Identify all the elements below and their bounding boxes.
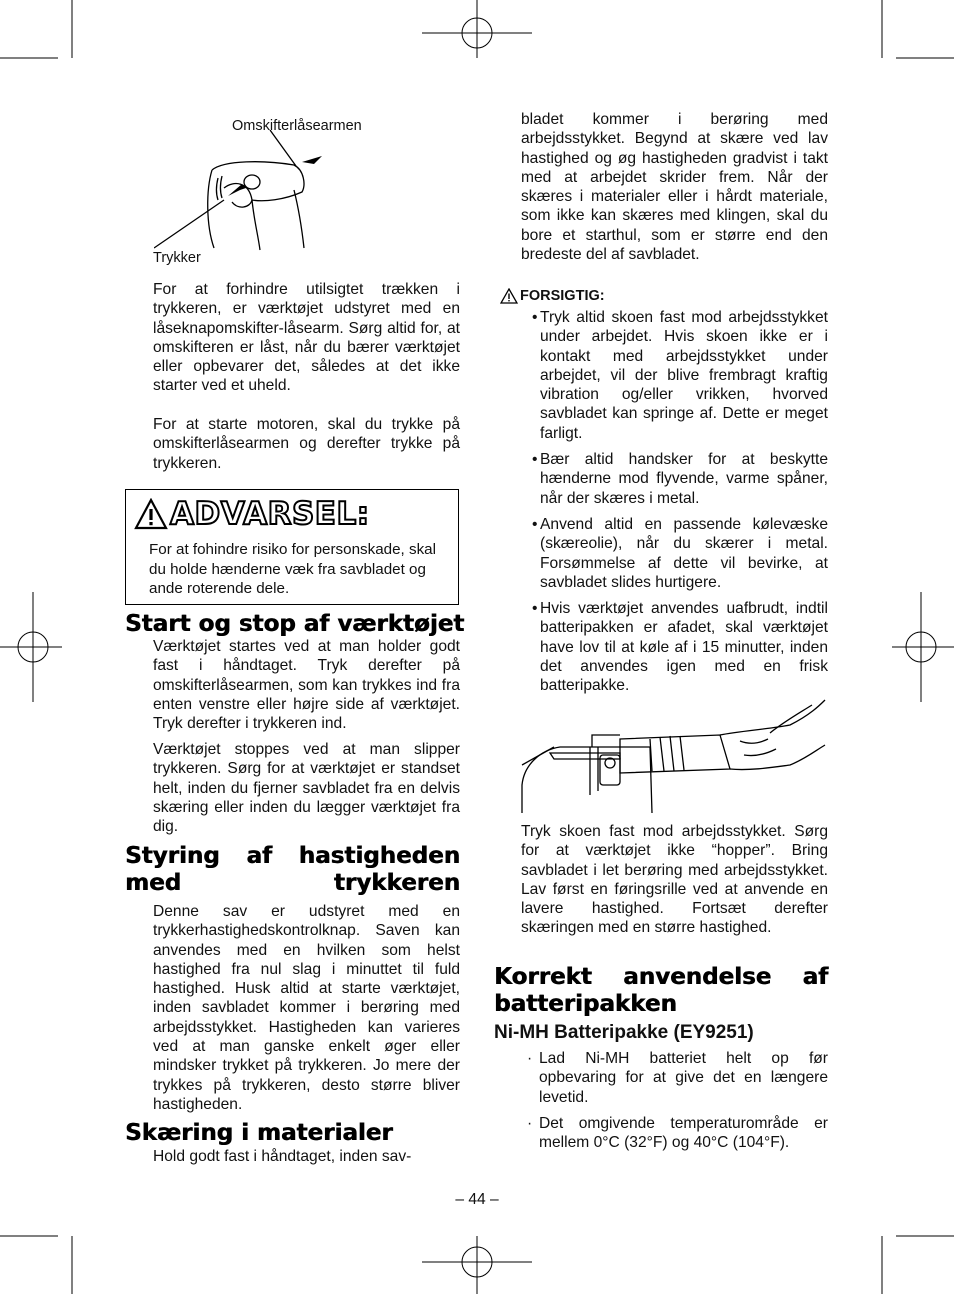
caution-item: • Bær altid handsker for at beskytte hænderne mod flyvende, varme spåner, når der skæres i metal. — [532, 451, 828, 507]
heading-speed-control: Styring af hastigheden med trykkeren — [125, 843, 460, 896]
cutting-paragraph-continued: bladet kommer i berøring med arbejdsstykket. Begynd at skære ved lav hastighed og øg hastigheden gradvist i takt med at arbejdet skrider frem. Når der skæres i materialer eller i hårdt materiale, som ikke kan skæres med klingen, skal du bore et starthul, som er større end den bredeste del af savbladet. — [521, 111, 828, 264]
speed-paragraph: Denne sav er udstyret med en trykkerhastighedskontrolknap. Saven kan anvendes med en hvilken som helst hastighed fra nul slag i minuttet til fuld hastighed. Husk altid at starte værktøjet, inden savbladet kommer i berøring med arbejdsstykket. Hastigheden kan varieres ved at man ganske enkelt øger eller mindsker trykket på trykkeren. Jo mere der trykkes på trykkeren, desto større bliver hastigheden. — [153, 903, 460, 1113]
intro-paragraph-1: For at forhindre utilsigtet trækken i trykkeren, er værktøjet udstyret med en låseknapomskifter-låsearm. Sørg altid for, at omskifteren er låst, når du bærer værktøjet eller opbevarer det, således at det ikke starter ved et uheld. — [153, 281, 460, 395]
caution-triangle-icon — [500, 288, 518, 304]
start-stop-paragraph-1: Værktøjet startes ved at man holder godt fast i håndtaget. Tryk derefter på omskifterlåsearmen, som kan trykkes ind fra enten venstre eller højre side af værktøjet. Tryk derefter i trykkeren ind. — [153, 638, 460, 733]
battery-list — [527, 1049, 828, 1152]
saw-cutting-illustration — [520, 695, 830, 815]
warning-triangle-icon — [134, 498, 168, 530]
caution-item: • Tryk altid skoen fast mod arbejdsstykket under arbejdet. Hvis skoen ikke er i kontakt med arbejdsstykket under arbejdet, vil der blive frembragt kraftig vibration og/eller vrikken, hvorved savbladet kan springe af. Dette er meget farligt. — [532, 309, 828, 442]
start-stop-paragraph-2: Værktøjet stoppes ved at man slipper trykkeren. Sørg for at værktøjet er standset helt, inden du fjerner savbladet fra en delvis skæring eller inden du lægger værktøjet fra dig. — [153, 741, 460, 836]
heading-start-stop: Start og stop af værktøjet — [125, 611, 465, 637]
warning-title: ADVARSEL: — [170, 496, 370, 532]
warning-text: For at fohindre risiko for personskade, skal du holde hænderne væk fra savbladet og ande roterende dele. — [149, 541, 437, 597]
intro-paragraph-2: For at starte motoren, skal du trykke på omskifterlåsearmen og derefter trykke på trykkeren. — [153, 416, 460, 472]
warning-box — [125, 489, 459, 605]
label-lock-arm: Omskifterlåsearmen — [232, 118, 362, 134]
label-trigger: Trykker — [153, 250, 201, 266]
caution-list — [532, 308, 828, 696]
cutting-paragraph-start: Hold godt fast i håndtaget, inden sav- — [153, 1148, 412, 1165]
battery-item: · Det omgivende temperaturområde er mellem 0°C (32°F) og 40°C (104°F). — [527, 1114, 828, 1152]
caution-title: FORSIGTIG: — [500, 288, 605, 304]
caution-item: • Anvend altid en passende kølevæske (skæreolie), når du skærer i metal. Forsømmelse af dette vil bevirke, at savbladet slides hurtigere. — [532, 515, 828, 591]
tool-handle-illustration — [154, 130, 334, 255]
page-number: – 44 – — [455, 1191, 499, 1208]
shoe-paragraph: Tryk skoen fast mod arbejdsstykket. Sørg for at værktøjet ikke “hopper”. Bring savbladet i let berøring med arbejdsstykket. Lav først en føringsrille ved at anvende en lavere hastighed. Fortsæt derefter skæringen med en større hastighed. — [521, 823, 828, 937]
caution-item: • Hvis værktøjet anvendes uafbrudt, indtil batteripakken er afadet, skal værktøjet have lov til at køle af i 15 minutter, inden det anvendes igen med en frisk batteripakke. — [532, 600, 828, 695]
heading-battery: Korrekt anvendelse af batteripakken — [494, 964, 828, 1017]
subheading-battery: Ni-MH Batteripakke (EY9251) — [494, 1022, 754, 1043]
battery-item: · Lad Ni-MH batteriet helt op før opbevaring for at give det en længere levetid. — [527, 1050, 828, 1106]
heading-cutting: Skæring i materialer — [125, 1120, 393, 1146]
